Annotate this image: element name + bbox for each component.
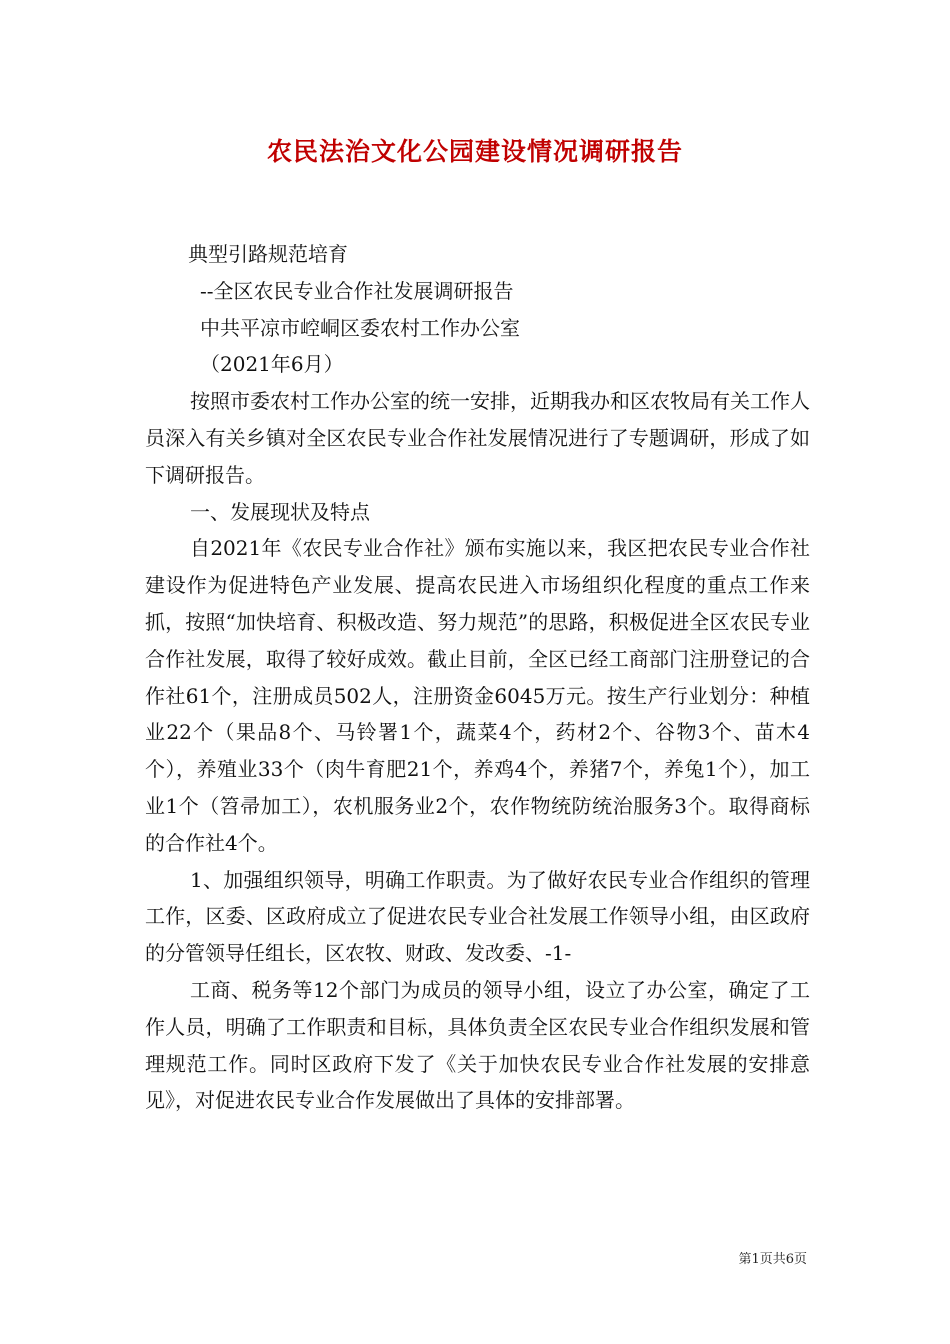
section-heading: 一、发展现状及特点 [190,499,370,524]
heading-main: 典型引路规范培育 [188,242,348,266]
document-title: 农民法治文化公园建设情况调研报告 [266,137,683,166]
paragraph-leadership: 1、加强组织领导，明确工作职责。为了做好农民专业合作组织的管理工作，区委、区政府成立了促进农民专业合社发展工作领导小组，由区政府的分管领导任组长，区农牧、财政、发改委、-1- [145,867,810,966]
paragraph-leadership-continued: 工商、税务等12个部门为成员的领导小组，设立了办公室，确定了工作人员，明确了工作职责和目标，具体负责全区农民专业合作组织发展和管理规范工作。同时区政府下发了《关于加快农民专业合作社发展的安排意见》，对促进农民专业合作发展做出了具体的安排部署。 [145,977,810,1113]
heading-subtitle: --全区农民专业合作社发展调研报告 [200,278,514,303]
issuing-organization: 中共平凉市崆峒区委农村工作办公室 [200,315,520,340]
document-body [145,236,810,1119]
page-number: 第1页共6页 [738,1252,807,1267]
report-date: （2021年6月） [200,352,344,377]
paragraph-intro: 按照市委农村工作办公室的统一安排，近期我办和区农牧局有关工作人员深入有关乡镇对全区农民专业合作社发展情况进行了专题调研，形成了如下调研报告。 [145,389,810,487]
paragraph-status: 自2021年《农民专业合作社》颁布实施以来，我区把农民专业合作社建设作为促进特色产业发展、提高农民进入市场组织化程度的重点工作来抓，按照“加快培育、积极改造、努力规范”的思路，积极促进全区农民专业合作社发展，取得了较好成效。截止目前，全区已经工商部门注册登记的合作社61个，注册成员502人，注册资金6045万元。按生产行业划分：种植业22个（果品8个、马铃署1个，蔬菜4个，药材2个、谷物3个、苗木4个），养殖业33个（肉牛育肥21个，养鸡4个，养猪7个，养兔1个），加工业1个（笤帚加工），农机服务业2个，农作物统防统治服务3个。取得商标的合作社4个。 [145,536,810,855]
